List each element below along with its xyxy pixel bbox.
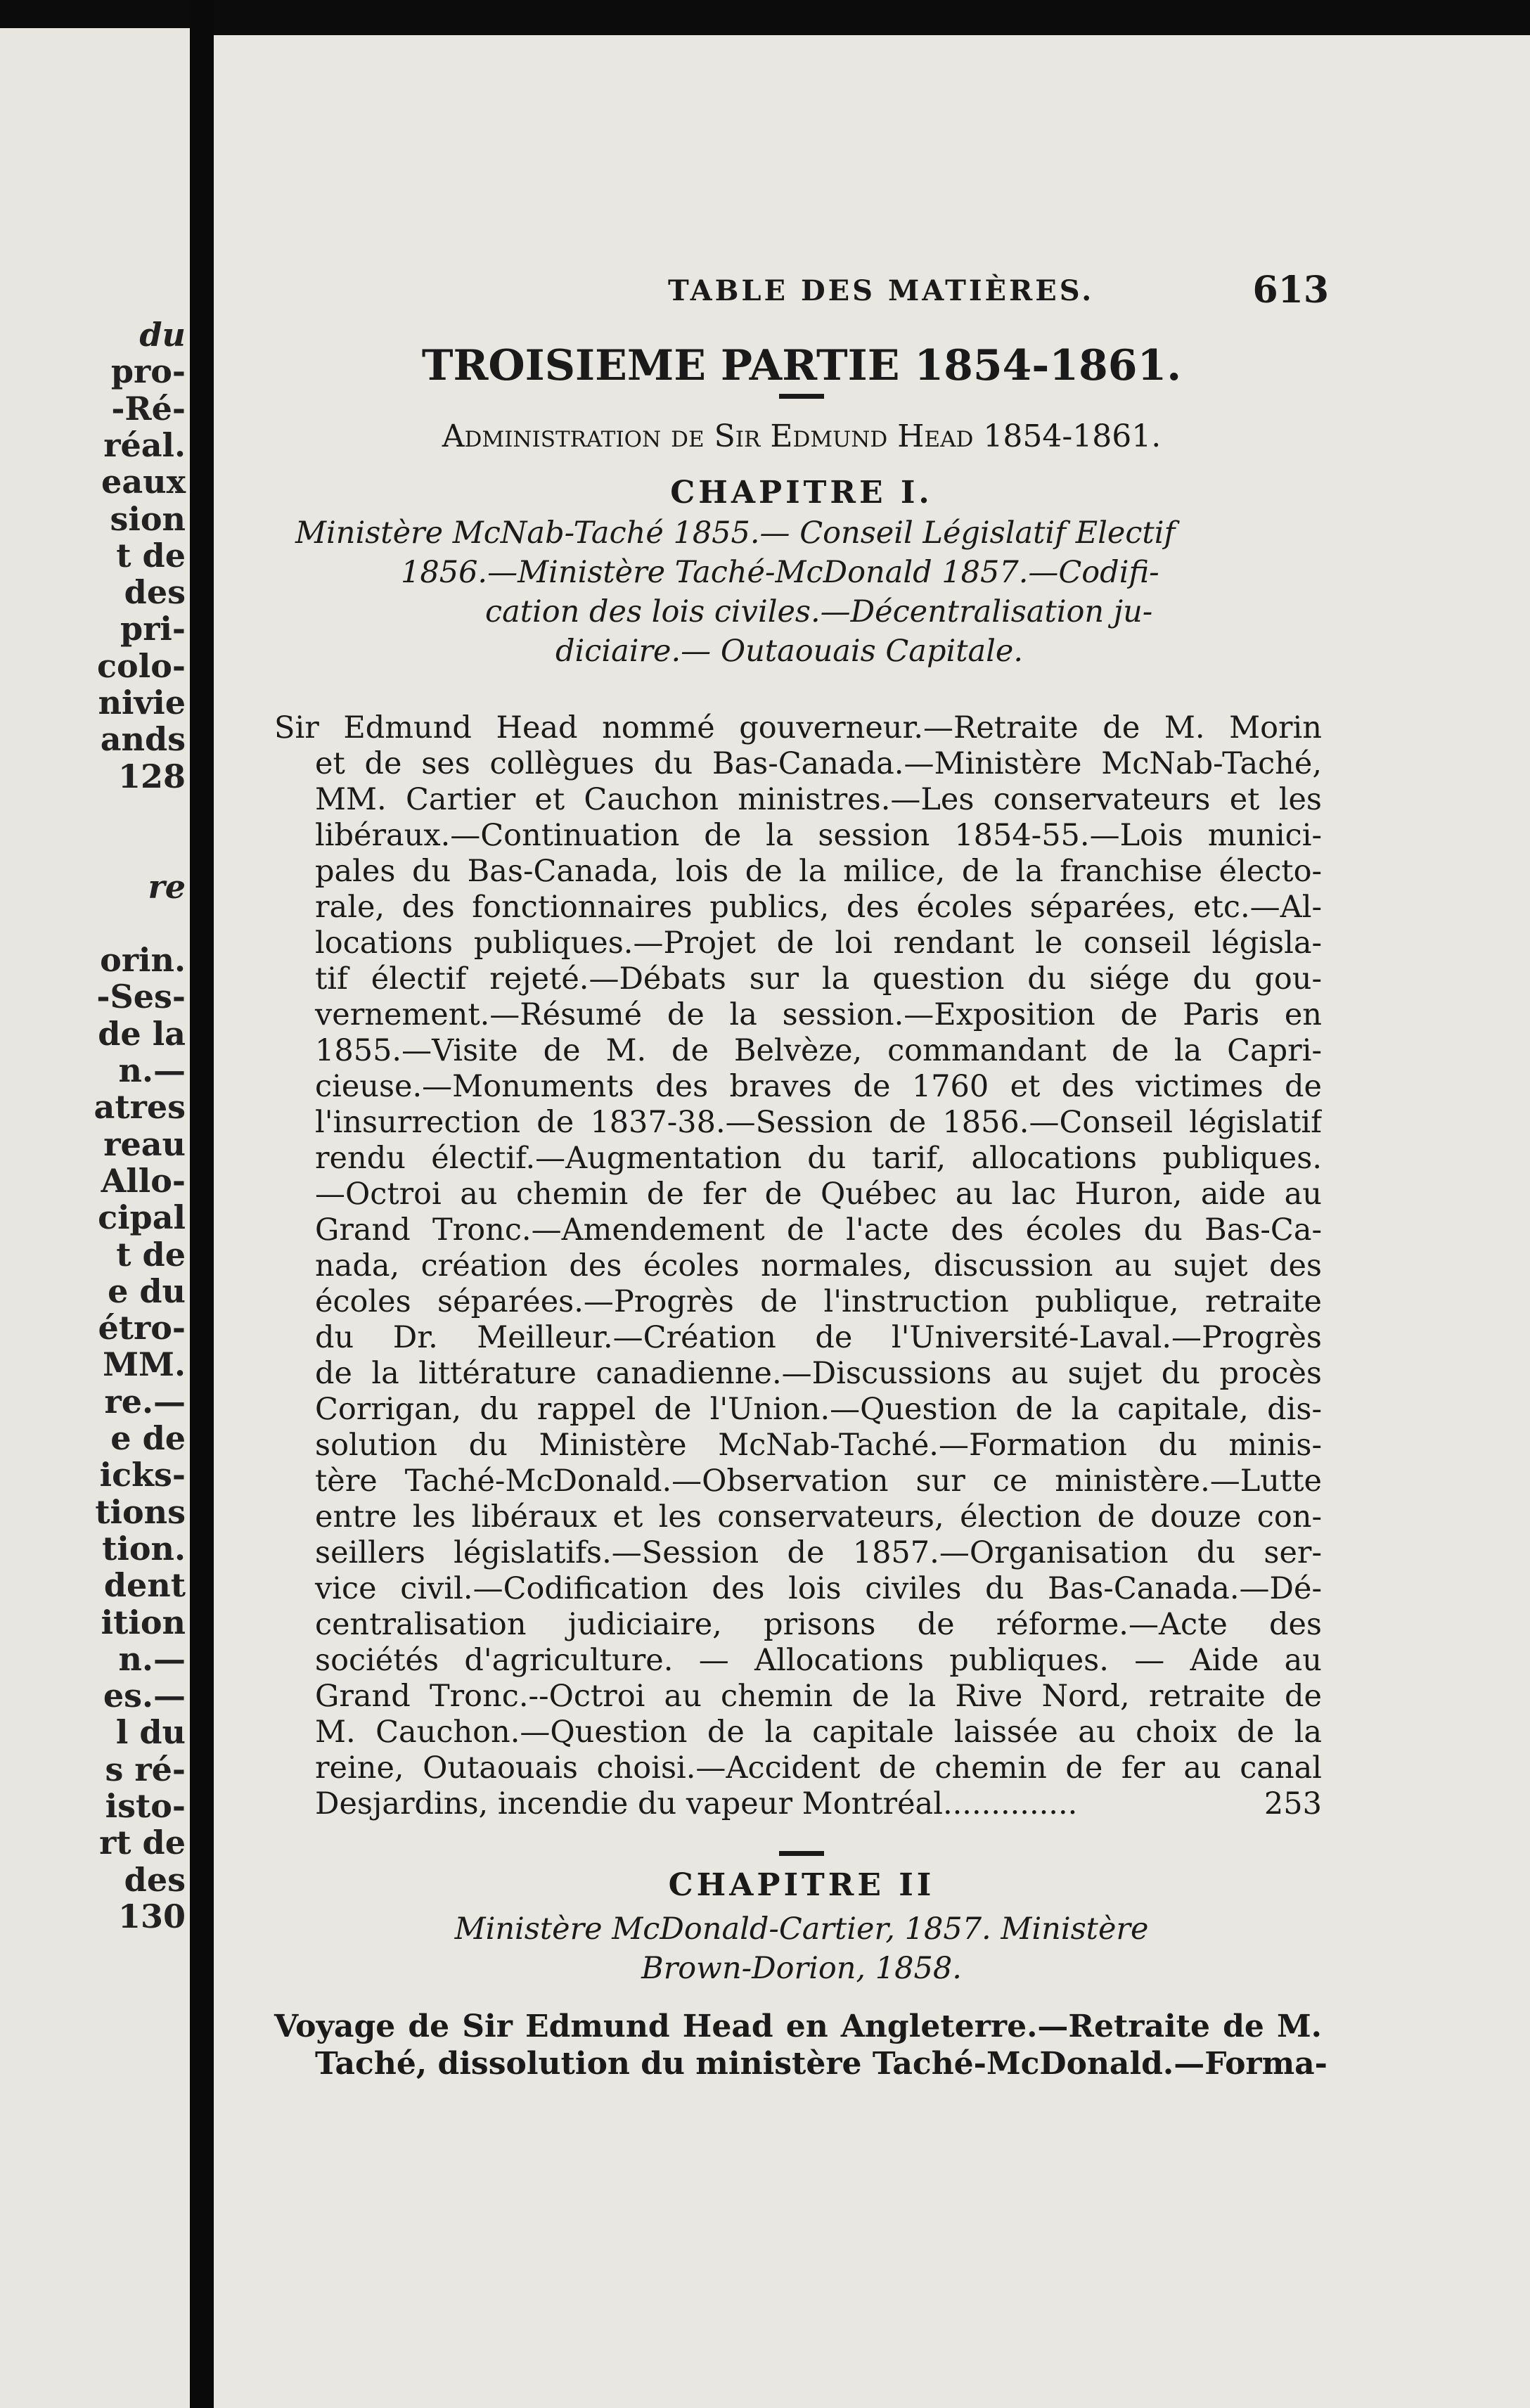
left-page-fragment: pro- bbox=[110, 352, 186, 391]
left-page-fragment: ands bbox=[100, 720, 186, 759]
left-page-fragment: atres bbox=[94, 1088, 186, 1127]
body-line: vernement.—Résumé de la session.—Exposition de Paris en bbox=[315, 997, 1322, 1032]
left-page-fragment: -Ré- bbox=[111, 389, 186, 428]
summary-line: cation des lois civiles.—Décentralisation ju- bbox=[485, 594, 1153, 629]
left-page-fragment: du bbox=[139, 316, 186, 354]
body-line: M. Cauchon.—Question de la capitale laissée au choix de la bbox=[315, 1715, 1322, 1750]
body-line: locations publiques.—Projet de loi rendant le conseil législa- bbox=[315, 926, 1322, 961]
part-title: TROISIEME PARTIE 1854-1861. bbox=[421, 341, 1182, 390]
left-page-fragment: ition bbox=[101, 1603, 186, 1641]
left-page-fragment: isto- bbox=[105, 1787, 186, 1825]
running-title: TABLE DES MATIÈRES. bbox=[668, 274, 1095, 307]
body-line: seillers législatifs.—Session de 1857.—Organisation du ser- bbox=[315, 1535, 1322, 1570]
summary-line: Brown-Dorion, 1858. bbox=[641, 1951, 962, 1986]
chapter-2-summary bbox=[274, 1909, 1329, 1988]
summary-line: Ministère McNab-Taché 1855.— Conseil Législatif Electif bbox=[295, 515, 1176, 551]
left-page-fragment: 128 bbox=[117, 757, 186, 795]
book-gutter bbox=[190, 0, 214, 2408]
chapter-2-body bbox=[274, 2008, 1328, 2082]
body-line: Grand Tronc.--Octroi au chemin de la Rive Nord, retraite de bbox=[315, 1679, 1322, 1714]
body-line: Voyage de Sir Edmund Head en Angleterre.—Retraite de M. bbox=[274, 2009, 1322, 2044]
left-page-fragment: n.— bbox=[118, 1639, 186, 1678]
body-line: centralisation judiciaire, prisons de réforme.—Acte des bbox=[315, 1607, 1322, 1642]
left-page-fragment: réal. bbox=[103, 425, 186, 464]
body-line: pales du Bas-Canada, lois de la milice, de la franchise électo- bbox=[315, 854, 1322, 889]
chapter-1-body bbox=[274, 710, 1322, 1822]
body-line: Grand Tronc.—Amendement de l'acte des écoles du Bas-Ca- bbox=[315, 1212, 1322, 1248]
body-line: l'insurrection de 1837-38.—Session de 1856.—Conseil législatif bbox=[315, 1105, 1322, 1140]
chapter-1-title: CHAPITRE I. bbox=[670, 475, 933, 511]
body-line: solution du Ministère McNab-Taché.—Formation du minis- bbox=[315, 1428, 1322, 1463]
left-page-fragment: tion. bbox=[102, 1529, 186, 1568]
left-page-fragment: icks- bbox=[99, 1456, 186, 1494]
body-line-text: Desjardins, incendie du vapeur Montréal.............. bbox=[315, 1786, 1078, 1821]
chapter-2-title: CHAPITRE II bbox=[668, 1867, 935, 1903]
separator-dash bbox=[779, 1851, 824, 1856]
left-page-fragment: eaux bbox=[101, 463, 186, 501]
left-page-fragment: e du bbox=[108, 1272, 186, 1310]
running-head bbox=[274, 269, 1329, 316]
left-page-fragment: MM. bbox=[103, 1345, 186, 1384]
left-page-fragment: l du bbox=[115, 1713, 186, 1752]
left-page-fragment: re bbox=[148, 867, 186, 906]
left-page-fragment: nivie bbox=[98, 684, 186, 722]
left-page-fragment: t de bbox=[116, 1235, 186, 1274]
body-line: tif électif rejeté.—Débats sur la question du siége du gou- bbox=[315, 961, 1322, 997]
body-line: reine, Outaouais choisi.—Accident de chemin de fer au canal bbox=[315, 1750, 1322, 1786]
summary-line: diciaire.— Outaouais Capitale. bbox=[555, 634, 1024, 669]
separator-dash bbox=[779, 394, 824, 399]
left-page-sliver bbox=[0, 28, 190, 2408]
left-page-fragment: e de bbox=[110, 1419, 186, 1457]
body-line: Sir Edmund Head nommé gouverneur.—Retraite de M. Morin bbox=[274, 710, 1322, 745]
left-page-fragment: étro- bbox=[98, 1309, 186, 1347]
chapter-1-summary bbox=[295, 513, 1308, 671]
body-line: MM. Cartier et Cauchon ministres.—Les conservateurs et les bbox=[315, 782, 1322, 817]
body-line: Taché, dissolution du ministère Taché-McDonald.—Forma- bbox=[315, 2046, 1328, 2082]
left-page-fragment: orin. bbox=[100, 941, 186, 980]
body-line: libéraux.—Continuation de la session 1854-55.—Lois munici- bbox=[315, 818, 1322, 853]
left-page-fragment: de la bbox=[98, 1014, 186, 1053]
left-page-fragment: Allo- bbox=[101, 1161, 186, 1200]
left-page-fragment: colo- bbox=[97, 646, 186, 685]
left-page-fragment: des bbox=[124, 1860, 186, 1899]
left-page-fragment: t de bbox=[116, 536, 186, 575]
body-line: et de ses collègues du Bas-Canada.—Ministère McNab-Taché, bbox=[315, 746, 1322, 781]
body-line: du Dr. Meilleur.—Création de l'Université-Laval.—Progrès bbox=[315, 1320, 1322, 1355]
body-line bbox=[274, 1786, 1322, 1822]
page-reference: 253 bbox=[1264, 1786, 1322, 1821]
left-page-fragment: 130 bbox=[117, 1897, 186, 1935]
page-number: 613 bbox=[1252, 269, 1329, 312]
body-line: vice civil.—Codification des lois civiles du Bas-Canada.—Dé- bbox=[315, 1571, 1322, 1606]
summary-line: 1856.—Ministère Taché-McDonald 1857.—Codifi- bbox=[401, 555, 1159, 590]
body-line: de la littérature canadienne.—Discussions au sujet du procès bbox=[315, 1356, 1322, 1391]
left-page-fragment: re.— bbox=[104, 1382, 186, 1421]
summary-line: Ministère McDonald-Cartier, 1857. Ministère bbox=[454, 1911, 1149, 1947]
left-page-fragment: dent bbox=[103, 1566, 186, 1605]
body-line: entre les libéraux et les conservateurs, élection de douze con- bbox=[315, 1499, 1322, 1535]
left-page-fragment: des bbox=[124, 573, 186, 612]
body-line: rale, des fonctionnaires publics, des écoles séparées, etc.—Al- bbox=[315, 890, 1322, 925]
body-line: écoles séparées.—Progrès de l'instruction publique, retraite bbox=[315, 1284, 1322, 1319]
body-line: Corrigan, du rappel de l'Union.—Question de la capitale, dis- bbox=[315, 1392, 1322, 1427]
left-page-fragment: pri- bbox=[120, 610, 186, 648]
body-line: tère Taché-McDonald.—Observation sur ce ministère.—Lutte bbox=[315, 1464, 1322, 1499]
left-page-fragment: reau bbox=[103, 1125, 186, 1163]
body-line: 1855.—Visite de M. de Belvèze, commandant de la Capri- bbox=[315, 1033, 1322, 1068]
body-line: sociétés d'agriculture. — Allocations publiques. — Aide au bbox=[315, 1643, 1322, 1678]
body-line: cieuse.—Monuments des braves de 1760 et des victimes de bbox=[315, 1069, 1322, 1104]
left-page-fragment: s ré- bbox=[105, 1750, 186, 1788]
body-line: —Octroi au chemin de fer de Québec au lac Huron, aide au bbox=[315, 1177, 1322, 1212]
left-page-fragment: n.— bbox=[118, 1051, 186, 1089]
body-line: rendu électif.—Augmentation du tarif, allocations publiques. bbox=[315, 1141, 1322, 1176]
administration-heading: Administration de Sir Edmund Head 1854-1861. bbox=[442, 418, 1162, 454]
left-page-fragment: rt de bbox=[99, 1824, 186, 1862]
left-page-fragment: cipal bbox=[98, 1198, 186, 1237]
right-page bbox=[214, 35, 1530, 2408]
left-page-fragment: es.— bbox=[103, 1677, 186, 1715]
left-page-fragment: sion bbox=[110, 499, 186, 538]
left-page-fragment: tions bbox=[95, 1492, 186, 1531]
left-page-fragment: -Ses- bbox=[96, 978, 186, 1016]
body-line: nada, création des écoles normales, discussion au sujet des bbox=[315, 1248, 1322, 1283]
